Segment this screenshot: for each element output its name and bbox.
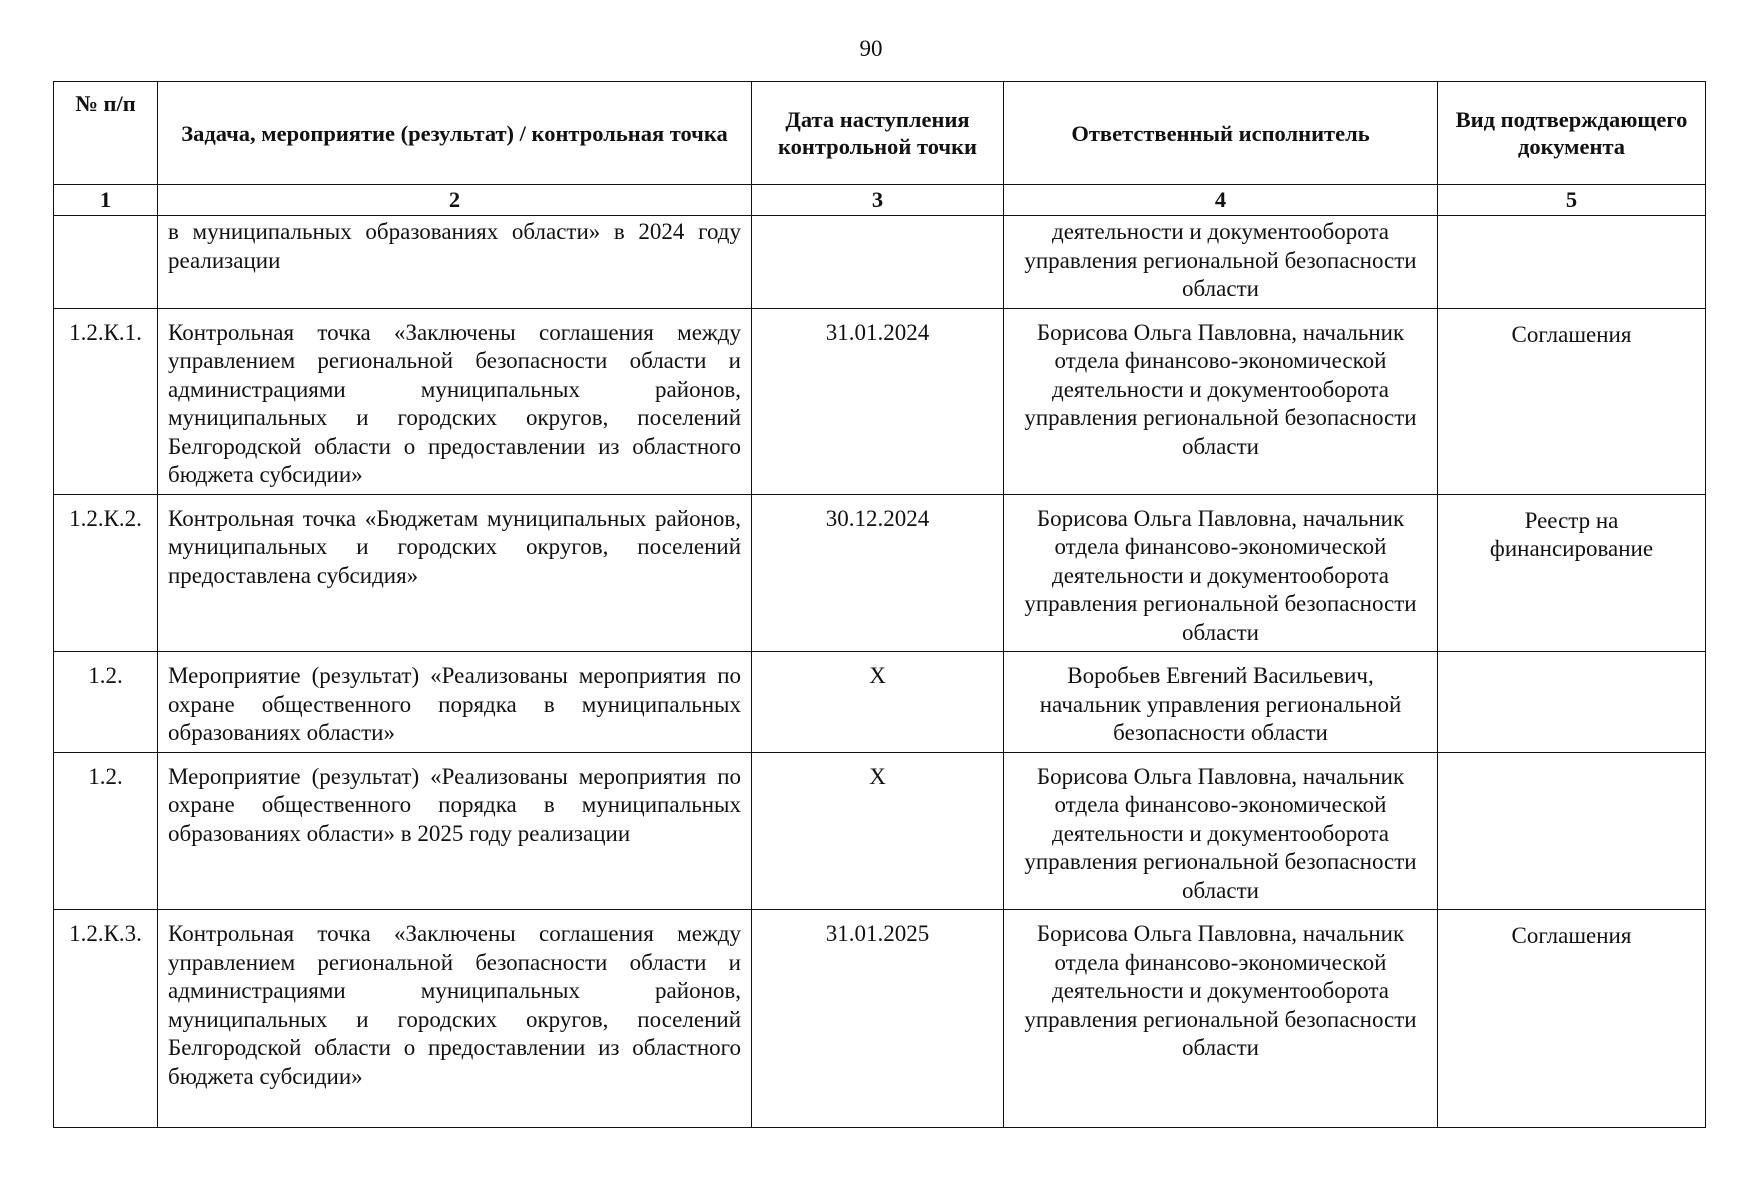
row-executor: Борисова Ольга Павловна, начальник отдела финансово-экономической деятельности и документооборота управления региональной безопасности области [1004, 752, 1438, 910]
header-cell-executor: Ответственный исполнитель [1004, 82, 1438, 185]
row-date: 30.12.2024 [752, 494, 1004, 652]
row-document [1438, 652, 1706, 753]
row-number: 1.2.К.3. [54, 910, 158, 1128]
row-task: Контрольная точка «Бюджетам муниципальных районов, муниципальных и городских округов, поселений предоставлена субсидия» [158, 494, 752, 652]
column-number: 5 [1438, 185, 1706, 216]
row-number: 1.2. [54, 652, 158, 753]
row-number: 1.2.К.2. [54, 494, 158, 652]
page-number: 90 [859, 36, 883, 61]
header-cell-task: Задача, мероприятие (результат) / контрольная точка [158, 82, 752, 185]
table-row [54, 752, 1706, 910]
table-row [54, 216, 1706, 309]
column-number: 3 [752, 185, 1004, 216]
row-executor: Воробьев Евгений Васильевич, начальник управления региональной безопасности области [1004, 652, 1438, 753]
row-date: X [752, 752, 1004, 910]
row-task: Мероприятие (результат) «Реализованы мероприятия по охране общественного порядка в муниципальных образованиях области» [158, 652, 752, 753]
row-date [752, 216, 1004, 309]
row-document: Соглашения [1438, 308, 1706, 494]
row-task: Контрольная точка «Заключены соглашения между управлением региональной безопасности области и администрациями муниципальных районов, муниципальных и городских округов, поселений Белгородской области о предоставлении из областного бюджета субсидии» [158, 308, 752, 494]
row-document [1438, 216, 1706, 309]
row-date: 31.01.2025 [752, 910, 1004, 1128]
row-document: Реестр на финансирование [1438, 494, 1706, 652]
table-header-row [54, 82, 1706, 185]
row-task: Мероприятие (результат) «Реализованы мероприятия по охране общественного порядка в муниципальных образованиях области» в 2025 году реализации [158, 752, 752, 910]
row-document [1438, 752, 1706, 910]
row-task: Контрольная точка «Заключены соглашения между управлением региональной безопасности области и администрациями муниципальных районов, муниципальных и городских округов, поселений Белгородской области о предоставлении из областного бюджета субсидии» [158, 910, 752, 1128]
row-executor: деятельности и документооборота управления региональной безопасности области [1004, 216, 1438, 309]
row-document: Соглашения [1438, 910, 1706, 1128]
table-row [54, 652, 1706, 753]
row-number: 1.2. [54, 752, 158, 910]
column-number: 2 [158, 185, 752, 216]
table-row [54, 910, 1706, 1128]
row-executor: Борисова Ольга Павловна, начальник отдела финансово-экономической деятельности и документооборота управления региональной безопасности области [1004, 910, 1438, 1128]
column-number: 1 [54, 185, 158, 216]
header-cell-document: Вид подтверждающего документа [1438, 82, 1706, 185]
header-cell-date: Дата наступления контрольной точки [752, 82, 1004, 185]
row-executor: Борисова Ольга Павловна, начальник отдела финансово-экономической деятельности и документооборота управления региональной безопасности области [1004, 308, 1438, 494]
table-row [54, 308, 1706, 494]
row-number: 1.2.К.1. [54, 308, 158, 494]
row-number [54, 216, 158, 309]
header-cell-number: № п/п [54, 82, 158, 185]
row-date: 31.01.2024 [752, 308, 1004, 494]
column-number: 4 [1004, 185, 1438, 216]
row-executor: Борисова Ольга Павловна, начальник отдела финансово-экономической деятельности и документооборота управления региональной безопасности области [1004, 494, 1438, 652]
control-points-table [53, 81, 1706, 1128]
row-task: в муниципальных образованиях области» в 2024 году реализации [158, 216, 752, 309]
column-number-row [54, 185, 1706, 216]
table-row [54, 494, 1706, 652]
row-date: X [752, 652, 1004, 753]
